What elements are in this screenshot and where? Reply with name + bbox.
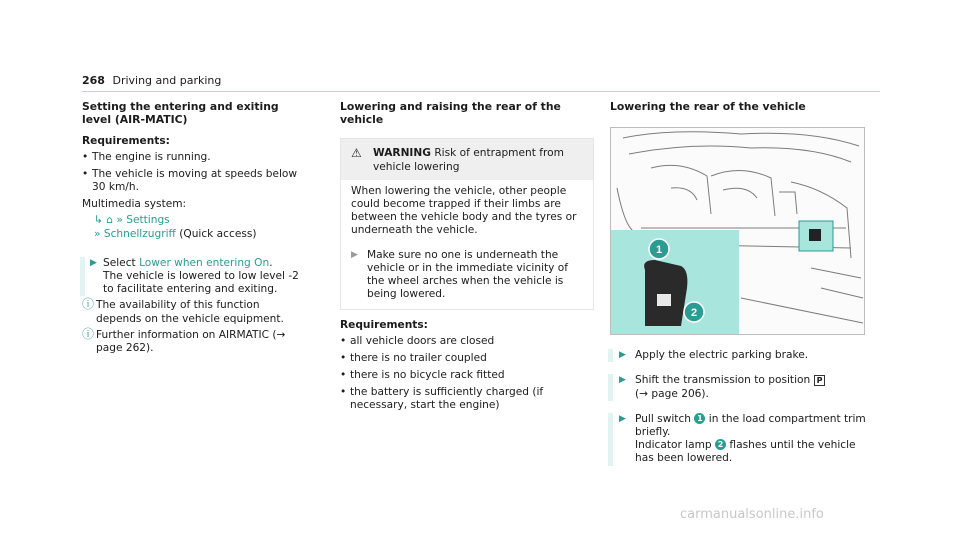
multimedia-label: Multimedia system: [82, 198, 187, 211]
info-icon: ⓘ [82, 297, 95, 312]
nav-quick-access-link[interactable]: Schnellzugriff [103, 227, 176, 240]
list-item: • the battery is sufficiently charged (if necessary, start the engine) [340, 386, 595, 412]
step-text-a: Shift the transmission to position [635, 374, 811, 387]
step-result: The vehicle is lowered to low level -2 to facilitate entering and exiting. [103, 270, 299, 296]
load-compartment-illustration [610, 127, 865, 335]
nav-settings-link[interactable]: Settings [126, 214, 170, 227]
list-item: • there is no bicycle rack fitted [340, 369, 595, 382]
warning-step [351, 249, 583, 302]
instruction-step [608, 374, 870, 400]
nav-path-2 [82, 228, 307, 241]
column-lowering-raising [340, 100, 595, 417]
warning-box [340, 138, 594, 310]
switch-small-icon [809, 229, 821, 241]
step-arrow-icon: ▶ [90, 257, 97, 268]
page-number: 268 [82, 74, 105, 87]
section-heading-lowering-raising: Lowering and raising the rear of the vehicle [340, 100, 561, 127]
warning-triangle-icon: ⚠ [351, 146, 362, 161]
chevron-right-icon: » [116, 214, 123, 227]
list-item: • all vehicle doors are closed [340, 335, 595, 348]
page-header [82, 74, 221, 87]
warning-body [341, 180, 593, 310]
step-arrow-icon: ▶ [619, 413, 626, 424]
step-arrow-icon: ▶ [619, 375, 626, 386]
warning-header [341, 139, 593, 179]
info-icon: ⓘ [82, 326, 95, 341]
info-note [82, 299, 307, 325]
requirements-label: Requirements: [340, 319, 428, 332]
step-prefix: Select [103, 256, 136, 269]
instruction-step: ▶ Select Lower when entering On. The vehicle is lowered to low level -2 to facilitate entering and exiting. [80, 257, 307, 297]
callout-2-label: 2 [690, 307, 698, 320]
column-lowering-rear [610, 100, 870, 478]
step-text-c: Indicator lamp [635, 439, 712, 452]
list-item: • there is no trailer coupled [340, 352, 595, 365]
nav-arrow-icon: ↳ [94, 214, 103, 227]
section-title: Driving and parking [112, 74, 222, 87]
lower-when-entering-link[interactable]: Lower when entering On [139, 256, 270, 269]
step-text-d: flashes until the vehicle has been lowered. [635, 439, 856, 465]
callout-ref-1: 1 [694, 413, 705, 424]
step-text: Apply the electric parking brake. [635, 349, 809, 362]
requirements-list [340, 335, 595, 413]
step-text-a: Pull switch [635, 412, 691, 425]
callout-ref-2: 2 [715, 439, 726, 450]
lowering-switch-icon[interactable] [657, 294, 671, 306]
lowering-steps [610, 349, 870, 465]
home-icon[interactable]: ⌂ [106, 214, 113, 227]
instruction-step [608, 413, 870, 466]
callout-1-label: 1 [655, 244, 663, 257]
list-item: • The vehicle is moving at speeds below 30 km/h. [82, 168, 307, 194]
section-heading-lowering-rear: Lowering the rear of the vehicle [610, 100, 806, 113]
requirements-label: Requirements: [82, 135, 170, 148]
requirements-list [82, 151, 307, 195]
warning-label: WARNING [373, 147, 431, 160]
gear-position-p: P [814, 375, 826, 386]
warning-step-text: Make sure no one is underneath the vehicle or in the immediate vicinity of the wheel arches when the vehicle is being lowered. [367, 248, 569, 301]
nav-quick-suffix: (Quick access) [179, 227, 257, 240]
list-item: • The engine is running. [82, 151, 307, 164]
illustration-svg [611, 128, 864, 334]
switch-panel[interactable] [644, 260, 687, 326]
nav-path [82, 214, 307, 227]
column-airmatic [82, 100, 307, 355]
header-rule [82, 91, 880, 92]
note-text: The availability of this function depends on the vehicle equipment. [96, 299, 284, 325]
info-note [82, 326, 307, 355]
step-text-b: (→ page 206). [635, 387, 709, 400]
step-text-b: in the load compartment trim briefly. [635, 412, 866, 439]
chevron-right-icon: » [94, 227, 101, 240]
instruction-step [608, 349, 870, 362]
step-arrow-icon: ▶ [351, 249, 358, 260]
warning-text: When lowering the vehicle, other people could become trapped if their limbs are between the vehicle body and the tyres or underneath the vehicle. [351, 184, 577, 237]
note-text: Further information on AIRMATIC (→ page 262). [96, 328, 286, 355]
section-heading-airmatic: Setting the entering and exiting level (AIR-MATIC) [82, 100, 279, 127]
step-arrow-icon: ▶ [619, 350, 626, 361]
warning-headline: Risk of entrapment from vehicle lowering [373, 147, 564, 173]
watermark: carmanualsonline.info [680, 507, 824, 522]
